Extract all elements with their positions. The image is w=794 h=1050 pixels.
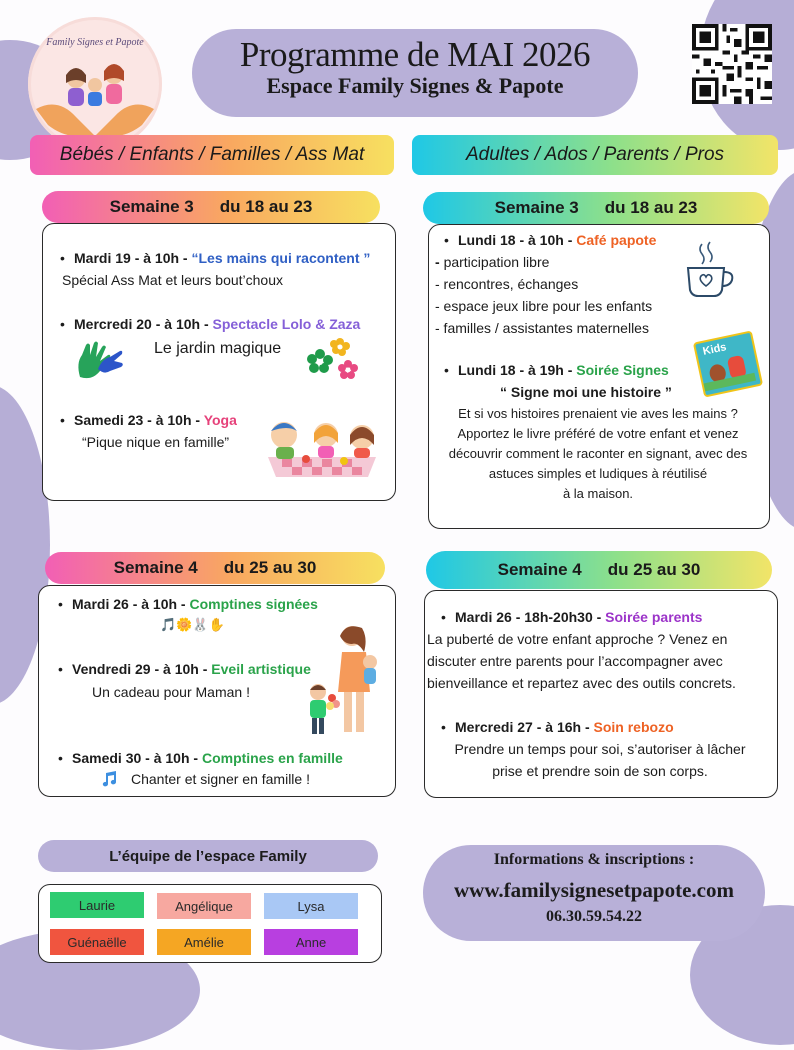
team-member-tag [264, 893, 358, 919]
page-title: Programme de MAI 2026 [239, 35, 591, 74]
logo-text: Family Signes et Papote [46, 37, 144, 48]
event-title: “Les mains qui racontent ” [191, 250, 371, 266]
team-member-tag [264, 929, 358, 955]
event-paragraph-line: discuter entre parents pour l’accompagner avec [427, 653, 723, 669]
event-right-w3-1[interactable] [458, 232, 656, 248]
flowers-icon [306, 336, 360, 382]
event-title: Café papote [576, 232, 657, 248]
page-subtitle: Espace Family Signes & Papote [266, 73, 564, 98]
week-label: Semaine 4 [113, 558, 198, 577]
event-title: Yoga [203, 412, 237, 428]
info-title: Informations & inscriptions : [493, 851, 695, 868]
right-week3-pill [423, 192, 769, 224]
event-detail-text: participation libre [443, 254, 550, 270]
team-member-name: Lysa [297, 898, 325, 914]
event-title: Eveil artistique [211, 661, 311, 677]
event-paragraph-line: Prendre un temps pour soi, s’autoriser à lâcher [454, 741, 746, 757]
week-dates: du 25 au 30 [607, 560, 701, 579]
event-detail-line: - espace jeux libre pour les enfants [435, 298, 653, 314]
team-member-name: Laurie [78, 897, 116, 913]
event-time: Mercredi 27 - à 16h - [455, 719, 594, 735]
event-paragraph-line: découvrir comment le raconter en signant, avec des [448, 446, 748, 461]
event-time: Lundi 18 - à 19h - [458, 362, 577, 378]
event-title: Soirée Signes [576, 362, 669, 378]
week-dates: du 18 au 23 [219, 197, 313, 216]
week-label: Semaine 3 [109, 197, 194, 216]
team-title-pill [38, 840, 378, 872]
event-paragraph-line: La puberté de votre enfant approche ? Venez en [427, 631, 728, 647]
team-member-tag [157, 893, 251, 919]
event-paragraph-line: astuces simples et ludiques à réutilisé [488, 466, 708, 481]
event-left-w3-1[interactable] [74, 250, 370, 266]
event-time: Mardi 26 - à 10h - [72, 596, 190, 612]
event-description: Chanter et signer en famille ! [131, 771, 310, 787]
team-member-name: Amélie [184, 934, 224, 950]
event-right-w4-2[interactable] [455, 719, 674, 735]
event-left-w4-2[interactable] [72, 661, 311, 677]
event-title: Spectacle Lolo & Zaza [212, 316, 361, 332]
week-dates: du 25 au 30 [223, 558, 317, 577]
website-link[interactable]: www.familysignesetpapote.com [454, 878, 734, 902]
event-time: Mercredi 20 - à 10h - [74, 316, 213, 332]
team-member-name: Anne [295, 934, 327, 950]
event-time: Samedi 23 - à 10h - [74, 412, 204, 428]
event-left-w4-3[interactable] [72, 750, 343, 766]
event-description: Spécial Ass Mat et leurs bout’choux [62, 272, 284, 288]
right-week4-pill [426, 551, 772, 589]
week-label: Semaine 4 [497, 560, 582, 579]
event-time: Mardi 19 - à 10h - [74, 250, 192, 266]
event-detail-line: - familles / assistantes maternelles [435, 320, 649, 336]
column-header-adults [412, 135, 778, 175]
qr-code-graphic [692, 24, 772, 104]
event-time: Vendredi 29 - à 10h - [72, 661, 212, 677]
event-time: Samedi 30 - à 10h - [72, 750, 202, 766]
left-week3-pill [42, 191, 380, 223]
team-member-tag [50, 892, 144, 918]
column-header-children-label: Bébés / Enfants / Familles / Ass Mat [59, 144, 365, 165]
event-left-w4-1[interactable] [72, 596, 318, 612]
event-detail-line: - rencontres, échanges [435, 276, 579, 292]
event-title: Soin rebozo [593, 719, 674, 735]
family-signes-logo [28, 17, 162, 151]
event-paragraph-line: Et si vos histoires prenaient vie aves les mains ? [458, 406, 738, 421]
event-right-w3-2[interactable] [458, 362, 669, 378]
event-left-w3-2[interactable] [74, 316, 360, 332]
column-header-adults-label: Adultes / Ados / Parents / Pros [465, 144, 725, 165]
event-right-w4-1[interactable] [455, 609, 702, 625]
event-detail-line: - participation libre [435, 254, 550, 270]
event-paragraph-line: Apportez le livre préféré de votre enfant et venez [457, 426, 739, 441]
event-description: Un cadeau pour Maman ! [92, 684, 250, 700]
team-member-tag [157, 929, 251, 955]
team-member-name: Angélique [175, 898, 233, 914]
event-title: Comptines signées [189, 596, 318, 612]
event-time: Mardi 26 - 18h-20h30 - [455, 609, 606, 625]
event-paragraph-line: prise et prendre soin de son corps. [492, 763, 708, 779]
week-dates: du 18 au 23 [604, 198, 698, 217]
picnic-kids-illustration [262, 413, 382, 479]
event-quote: “ Signe moi une histoire ” [500, 384, 672, 400]
event-left-w3-3[interactable] [74, 412, 237, 428]
team-member-tag [50, 929, 144, 955]
event-title: Soirée parents [605, 609, 703, 625]
book-title: Kids [701, 341, 728, 358]
music-note-icon [100, 770, 118, 788]
event-time: Lundi 18 - à 10h - [458, 232, 577, 248]
event-paragraph-line: bienveillance et repartez avec des outils concrets. [427, 675, 736, 691]
event-description: “Pique nique en famille” [82, 434, 230, 450]
phone-number[interactable]: 06.30.59.54.22 [546, 908, 642, 925]
info-pill [423, 845, 765, 941]
event-paragraph-line: à la maison. [562, 486, 634, 501]
team-member-name: Guénaëlle [67, 934, 127, 950]
coffee-cup-icon [684, 240, 736, 300]
column-header-children [30, 135, 394, 175]
signing-hand-icon [74, 339, 126, 381]
event-emoji: 🎵🌼🐰✋ [160, 617, 225, 632]
title-banner [192, 29, 638, 117]
team-title: L’équipe de l’espace Family [109, 847, 307, 865]
mother-child-flowers-illustration [300, 622, 388, 740]
left-week4-pill [45, 552, 385, 584]
event-description: Le jardin magique [154, 340, 282, 357]
week-label: Semaine 3 [494, 198, 579, 217]
qr-code[interactable] [692, 24, 772, 104]
event-title: Comptines en famille [201, 750, 343, 766]
